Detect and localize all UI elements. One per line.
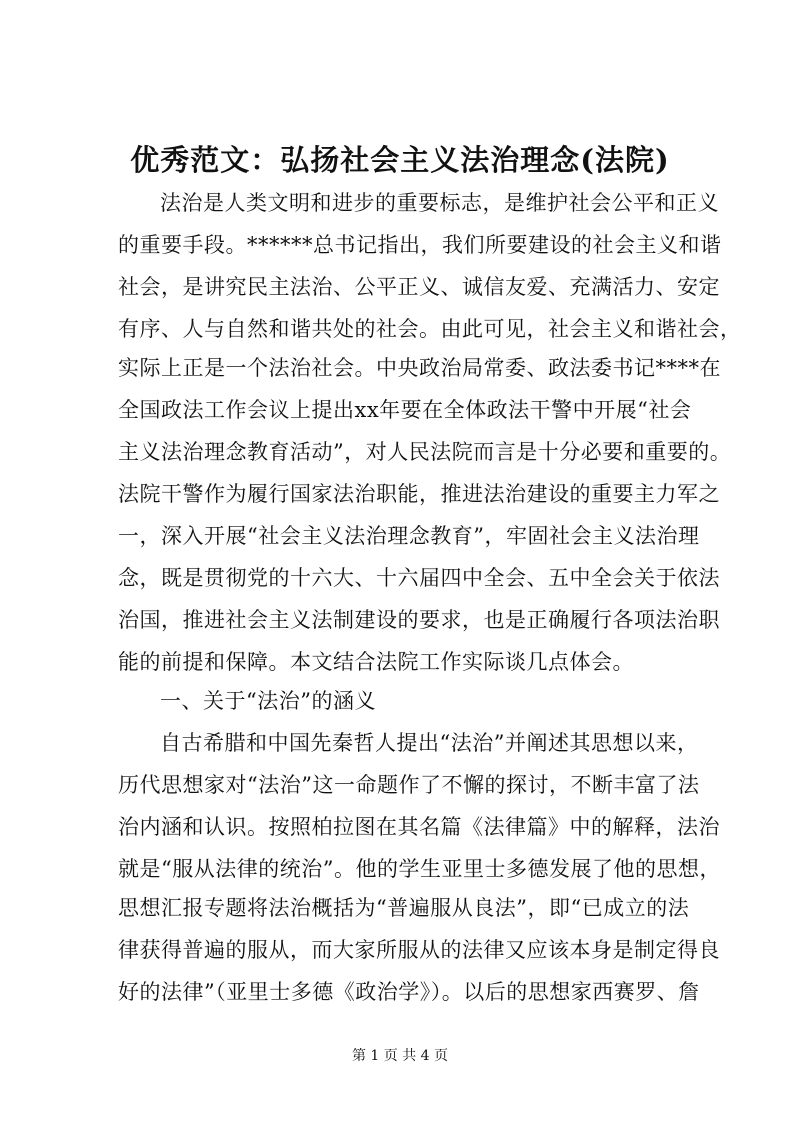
body-line: 能的前提和保障。本文结合法院工作实际谈几点体会。 xyxy=(118,650,634,674)
body-line: 的重要手段。******总书记指出，我们所要建设的社会主义和谐 xyxy=(118,233,722,257)
body-line: 一，深入开展“社会主义法治理念教育”，牢固社会主义法治理 xyxy=(118,524,700,548)
body-line: 实际上正是一个法治社会。中央政治局常委、政法委书记****在 xyxy=(118,356,721,380)
body-line: 律获得普遍的服从，而大家所服从的法律又应该本身是制定得良 xyxy=(118,938,720,962)
body-line: 主义法治理念教育活动”，对人民法院而言是十分必要和重要的。 xyxy=(118,440,732,464)
body-line: 思想汇报专题将法治概括为“普遍服从良法”，即“已成立的法 xyxy=(118,896,690,920)
page-title: 优秀范文：弘扬社会主义法治理念(法院) xyxy=(130,143,670,177)
body-line: 治国，推进社会主义法制建设的要求，也是正确履行各项法治职 xyxy=(118,608,720,632)
body-line: 社会，是讲究民主法治、公平正义、诚信友爱、充满活力、安定 xyxy=(118,275,720,299)
body-line: 念，既是贯彻党的十六大、十六届四中全会、五中全会关于依法 xyxy=(118,566,720,590)
body-line: 历代思想家对“法治”这一命题作了不懈的探讨，不断丰富了法 xyxy=(118,773,700,797)
body-line: 好的法律”（亚里士多德《政治学》）。以后的思想家西赛罗、詹 xyxy=(118,980,700,1004)
body-line: 自古希腊和中国先秦哲人提出“法治”并阐述其思想以来， xyxy=(160,731,699,755)
page-number: 第 1 页 共 4 页 xyxy=(351,1048,449,1064)
body-line: 有序、人与自然和谐共处的社会。由此可见，社会主义和谐社会， xyxy=(118,317,742,341)
body-line: 法院干警作为履行国家法治职能，推进法治建设的重要主力军之 xyxy=(118,482,720,506)
body-line: 就是“服从法律的统治”。他的学生亚里士多德发展了他的思想， xyxy=(118,857,721,881)
section-heading: 一、关于“法治”的涵义 xyxy=(160,689,376,713)
body-line: 治内涵和认识。按照柏拉图在其名篇《法律篇》中的解释，法治 xyxy=(118,815,720,839)
body-line: 法治是人类文明和进步的重要标志，是维护社会公平和正义 xyxy=(160,191,719,215)
body-line: 全国政法工作会议上提出xx年要在全体政法干警中开展“社会 xyxy=(118,398,692,422)
